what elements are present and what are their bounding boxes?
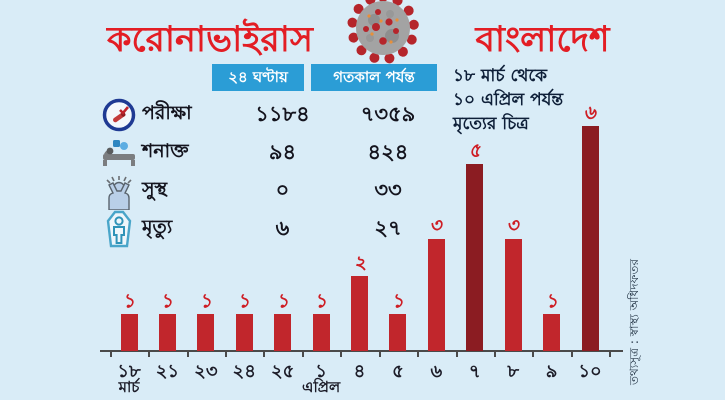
axis-tick: [379, 350, 381, 357]
title-coronavirus: করোনাভাইরাস: [107, 20, 313, 60]
stat-row-recovered: [96, 172, 441, 210]
x-axis-label: ৮: [507, 361, 520, 382]
stat-label-deaths: মৃত্যু: [142, 216, 173, 238]
stat-detected-24h: ৯৪: [268, 139, 297, 164]
axis-tick: [302, 350, 304, 357]
stat-row-tests: [96, 96, 441, 134]
period-note-line3: মৃত্যের চিত্র: [453, 114, 529, 134]
stat-recovered-total: ৩৩: [374, 177, 402, 202]
virus-spikes: [347, 0, 420, 64]
stat-deaths-total: ২৭: [374, 215, 402, 240]
x-axis-month-label: মার্চ: [118, 378, 140, 396]
detected-icon: [96, 134, 142, 172]
stat-label-detected: শনাক্ত: [142, 140, 189, 162]
stat-deaths-24h: ৬: [275, 215, 290, 240]
bar-value-label: ১: [197, 288, 214, 313]
period-note-line2: ১০ এপ্রিল পর্যন্ত: [453, 90, 564, 110]
axis-tick: [187, 350, 189, 357]
axis-tick: [456, 350, 458, 357]
stat-row-detected: [96, 134, 441, 172]
axis-tick: [571, 350, 573, 357]
axis-tick: [148, 350, 150, 357]
coronavirus-icon: [328, 0, 438, 68]
x-axis-label: ১: [315, 361, 327, 382]
recovered-icon: [96, 172, 142, 210]
axis-tick: [532, 350, 534, 357]
bar-value-label: ১: [273, 288, 291, 313]
x-axis-label: ৫: [392, 361, 404, 382]
x-axis-label: ১৮: [117, 361, 141, 382]
x-axis-month-label: এপ্রিল: [302, 378, 341, 396]
column-header-24-hours: ২৪ ঘণ্টায়: [212, 64, 304, 91]
bar-value-label: ৩: [504, 213, 522, 238]
x-axis-label: ৪: [353, 361, 366, 382]
bar-value-label: ৫: [466, 138, 483, 163]
stat-tests-total: ৭৩৫৯: [360, 101, 416, 126]
bar: [428, 239, 445, 352]
stat-detected-total: ৪২৪: [367, 139, 409, 164]
bar: [582, 126, 599, 351]
bar: [466, 164, 483, 352]
bar-value-label: ৩: [427, 213, 445, 238]
bar-value-label: ১: [389, 288, 406, 313]
stat-label-tests: পরীক্ষা: [142, 102, 192, 124]
bar-value-label: ১: [235, 288, 253, 313]
bar-value-label: ১: [158, 288, 176, 313]
axis-tick: [609, 350, 611, 357]
bar-value-label: ২: [350, 251, 368, 276]
axis-tick: [494, 350, 496, 357]
death-icon: [96, 210, 142, 248]
axis-tick: [263, 350, 265, 357]
axis-tick: [110, 350, 112, 357]
source-note: তথ্যসূত্র : স্বাস্থ্য অধিদফতর: [627, 259, 641, 385]
axis-tick: [417, 350, 419, 357]
x-axis-label: ৯: [545, 361, 558, 382]
axis-tick: [225, 350, 227, 357]
x-axis-label: ৭: [468, 361, 481, 382]
x-axis-label: ২৫: [270, 361, 295, 382]
x-axis-label: ১০: [578, 361, 602, 382]
stat-recovered-24h: ০: [275, 177, 290, 202]
axis-tick: [340, 350, 342, 357]
bar-value-label: ৬: [581, 101, 598, 126]
stat-tests-24h: ১১৮৪: [255, 101, 310, 126]
title-bangladesh: বাংলাদেশ: [475, 20, 610, 60]
x-axis-label: ২৩: [194, 361, 218, 382]
bar-value-label: ১: [542, 288, 560, 313]
bar: [351, 276, 368, 351]
x-axis-label: ২৪: [232, 361, 256, 382]
bar: [505, 239, 522, 352]
x-axis-label: ২১: [155, 361, 180, 382]
stat-row-deaths: [96, 210, 441, 248]
stat-label-recovered: সুস্থ: [142, 178, 168, 200]
test-icon: [96, 96, 142, 134]
column-header-until-yesterday: গতকাল পর্যন্ত: [311, 64, 437, 91]
period-note-line1: ১৮ মার্চ থেকে: [453, 66, 548, 86]
bar-value-label: ১: [312, 288, 330, 313]
x-axis-label: ৬: [430, 361, 443, 382]
bar-value-label: ১: [120, 288, 137, 313]
